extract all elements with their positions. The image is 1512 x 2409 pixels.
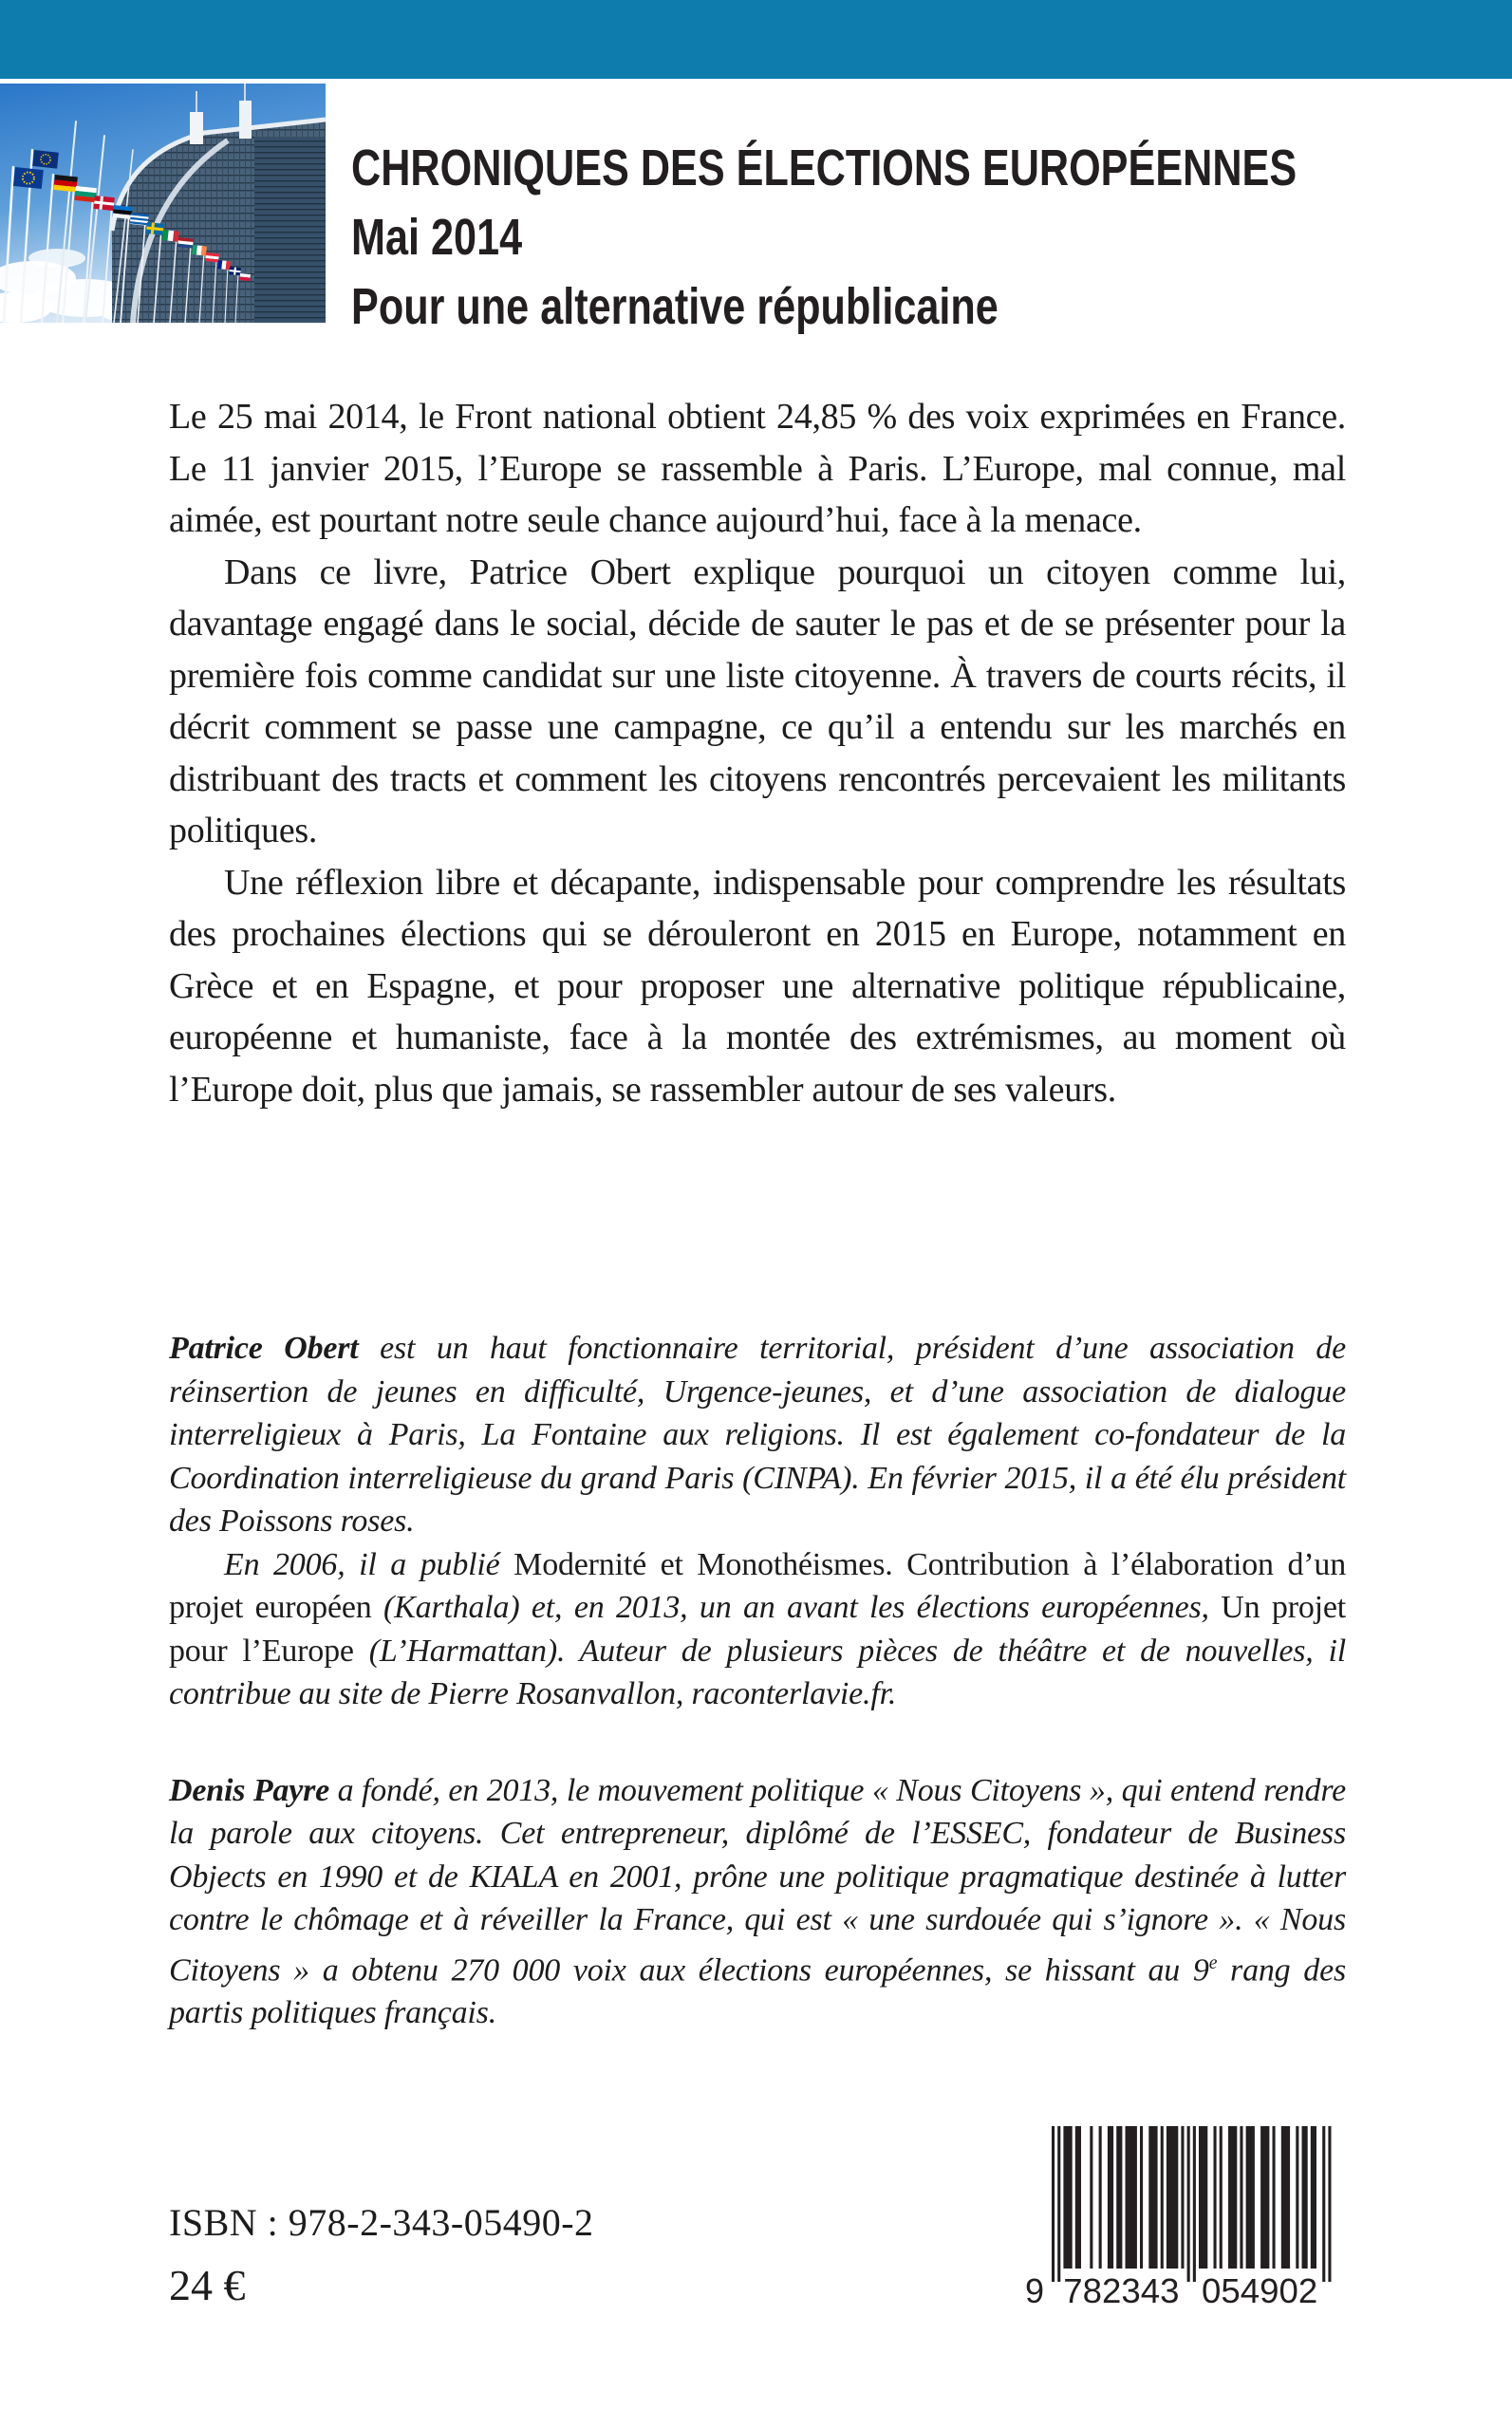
barcode-bar	[1167, 2126, 1178, 2269]
barcode-bar	[1099, 2126, 1102, 2269]
barcode-bar	[1296, 2126, 1298, 2269]
bio-patrice-obert	[169, 1327, 1346, 1543]
barcode-bar	[1302, 2126, 1308, 2269]
barcode-bar	[1116, 2126, 1122, 2269]
text-run: (Karthala) et, en 2013, un an avant les élections européennes,	[383, 1590, 1222, 1625]
barcode-bar	[1126, 2126, 1137, 2269]
synopsis-paragraph: Le 25 mai 2014, le Front national obtient 24,85 % des voix exprimées en France. Le 11 janvier 2015, l’Europe se rassemble à Paris. L’Europe, mal connue, mal aimée, est pourtant notre seule chance aujourd’hui, face à la menace.	[169, 397, 1346, 540]
barcode-bar	[1057, 2126, 1060, 2282]
text-run: Denis Payre	[169, 1772, 330, 1808]
top-color-band	[0, 0, 1512, 79]
synopsis-block	[169, 391, 1346, 1115]
barcode-bar	[1328, 2126, 1331, 2282]
barcode-bar	[1220, 2126, 1223, 2269]
barcode-bar	[1273, 2126, 1276, 2269]
synopsis-paragraph: Une réflexion libre et décapante, indispensable pour comprendre les résultats des prochaines élections qui se dérouleront en 2015 en Europe, notamment en Grèce et en Espagne, et pour proposer une alternative politique républicaine, européenne et humaniste, face à la montée des extrémismes, au moment où l’Europe doit, plus que jamais, se rassembler autour de ses valeurs.	[169, 862, 1346, 1110]
barcode-bar	[1214, 2126, 1217, 2269]
barcode-bar	[1260, 2126, 1269, 2269]
text-run: rang des partis politiques français.	[169, 1951, 1346, 2031]
text-run: a fondé, en 2013, le mouvement politique « Nous Citoyens », qui entend rendre la parole aux citoyens. Cet entrepreneur, diplômé de l’ESSEC, fondateur de Business Objects en 1990 et de KIALA en 2001, prône une politique pragmatique destinée à lutter contre le chômage et à réveiller la France, qui est « une surdouée qui s’ignore ». « Nous Citoyens » a obtenu 270 000 voix aux élections européennes, se hissant au 9	[169, 1772, 1346, 1988]
text-run: Patrice Obert	[169, 1331, 359, 1366]
series-title: CHRONIQUES DES ÉLECTIONS EUROPÉENNES	[351, 140, 1297, 196]
barcode-bar	[1063, 2126, 1072, 2269]
book-tagline: Pour une alternative républicaine	[351, 278, 999, 335]
text-run: Modernité et Monothéismes. Contribution à l’élaboration d’un projet européen	[169, 1546, 1346, 1625]
european-parliament-photo	[0, 84, 326, 323]
subtitle-date: Mai 2014	[351, 209, 523, 266]
barcode-bar	[1090, 2126, 1092, 2269]
bio-denis-payre	[169, 1769, 1346, 2035]
bio-patrice-obert-publications	[169, 1543, 1346, 1716]
barcode-bar	[1199, 2126, 1207, 2269]
barcode-bar	[1161, 2126, 1164, 2269]
isbn-text: ISBN : 978-2-343-05490-2	[169, 2201, 594, 2244]
barcode-bar	[1052, 2126, 1055, 2282]
text-run: Un projet pour l’Europe	[169, 1590, 1346, 1669]
barcode-bar	[1311, 2126, 1316, 2269]
barcode-bar	[1075, 2126, 1081, 2269]
barcode-bar	[1140, 2126, 1143, 2269]
barcode-digits: 782343	[1063, 2271, 1180, 2310]
barcode-bar	[1187, 2126, 1190, 2282]
text-run: est un haut fonctionnaire territorial, président d’une association de réinsertion de jeunes en difficulté, Urgence-jeunes, et d’une association de dialogue interreligieux à Paris, La Fontaine aux religions. Il est également co-fondateur de la Coordination interreligieuse du grand Paris (CINPA). En février 2015, il a été élu président des Poissons roses.	[169, 1331, 1346, 1539]
barcode-bar	[1240, 2126, 1242, 2269]
text-run: e	[1208, 1951, 1218, 1973]
ean13-barcode	[1004, 2115, 1346, 2319]
barcode-bar	[1322, 2126, 1325, 2282]
barcode-bar	[1228, 2126, 1237, 2269]
barcode-bar	[1193, 2126, 1196, 2282]
barcode-bar	[1148, 2126, 1157, 2269]
barcode-bar	[1108, 2126, 1113, 2269]
price-text: 24 €	[169, 2261, 246, 2309]
parliament-flags-illustration	[0, 84, 326, 323]
author-bios-block	[169, 1327, 1346, 2035]
text-run: (L’Harmattan). Auteur de plusieurs pièces de théâtre et de nouvelles, il contribue au site de Pierre Rosanvallon, raconterlavie.fr.	[169, 1633, 1346, 1711]
barcode-bar	[1281, 2126, 1290, 2269]
barcode-digits: 054902	[1202, 2271, 1318, 2310]
barcode-bar	[1246, 2126, 1255, 2269]
synopsis-paragraph: Dans ce livre, Patrice Obert explique pourquoi un citoyen comme lui, davantage engagé dans le social, décide de sauter le pas et de se présenter pour la première fois comme candidat sur une liste citoyenne. À travers de courts récits, il décrit comment se passe une campagne, ce qu’il a entendu sur les marchés en distribuant des tracts et comment les citoyens rencontrés percevaient les militants politiques.	[169, 551, 1346, 850]
barcode-bar	[1181, 2126, 1184, 2269]
text-run: En 2006, il a publié	[224, 1546, 514, 1582]
barcode-digits: 9	[1024, 2271, 1044, 2310]
